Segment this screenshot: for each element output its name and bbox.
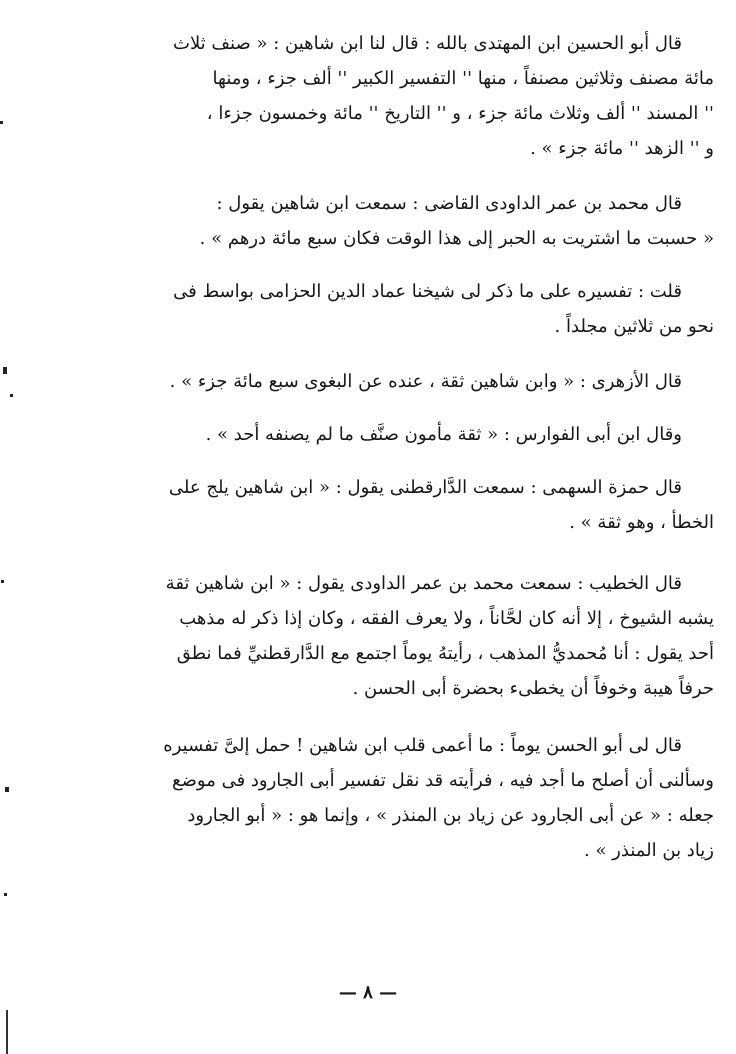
text-line: قال الخطيب : سمعت محمد بن عمر الداودى يقول : « ابن شاهين ثقة — [165, 573, 682, 594]
paragraph-al-dawudi — [92, 186, 714, 256]
text-line: « حسبت ما اشتريت به الحبر إلى هذا الوقت فكان سبع مائة درهم » . — [199, 228, 714, 249]
body-text — [92, 26, 714, 868]
margin-speck — [5, 787, 9, 792]
text-line: و '' الزهد '' مائة جزء » . — [530, 138, 714, 159]
paragraph-al-khatib — [92, 566, 714, 706]
text-line: قال محمد بن عمر الداودى القاضى : سمعت ابن شاهين يقول : — [216, 193, 682, 214]
page-edge-line — [6, 1010, 8, 1054]
text-line: وسألنى أن أصلح ما أجد فيه ، فرأيته قد نقل تفسير أبى الجارود فى موضع — [172, 770, 714, 791]
page-number: — ٨ — — [338, 982, 398, 1003]
text-line: جعله : « عن أبى الجارود عن زياد بن المنذر » ، وإنما هو : « أبو الجارود — [187, 805, 714, 826]
text-line: الخطأ ، وهو ثقة » . — [569, 512, 714, 533]
text-line: قال حمزة السهمى : سمعت الدَّارقطنى يقول : « ابن شاهين يلج على — [168, 477, 682, 498]
text-line: '' المسند '' ألف وثلاث مائة جزء ، و '' التاريخ '' مائة وخمسون جزءا ، — [206, 103, 714, 124]
paragraph-ibn-al-muhtadi — [92, 26, 714, 166]
margin-speck — [3, 367, 7, 374]
text-line: أحد يقول : أنا مُحمديُّ المذهب ، رأيتهُ يوماً اجتمع مع الدَّارقطنيِّ فما نطق — [176, 643, 714, 664]
text-line: قلت : تفسيره على ما ذكر لى شيخنا عماد الدين الحزامى بواسط فى — [173, 281, 682, 302]
margin-speck — [1, 580, 4, 583]
margin-speck — [0, 121, 3, 124]
paragraph-al-azhari — [92, 364, 714, 399]
paragraph-hamza-al-sahmi — [92, 470, 714, 540]
paragraph-ibn-abi-al-fawaris — [92, 417, 714, 452]
text-line: زياد بن المنذر » . — [584, 840, 714, 861]
text-line: مائة مصنف وثلاثين مصنفاً ، منها '' التفسير الكبير '' ألف جزء ، ومنها — [212, 68, 714, 89]
text-line: نحو من ثلاثين مجلداً . — [554, 316, 714, 337]
margin-speck — [4, 893, 7, 896]
paragraph-abu-al-hasan — [92, 728, 714, 868]
text-line: وقال ابن أبى الفوارس : « ثقة مأمون صنَّف ما لم يصنفه أحد » . — [205, 424, 682, 445]
text-line: حرفاً هيبة وخوفاً أن يخطىء بحضرة أبى الحسن . — [352, 678, 714, 699]
text-line: قال أبو الحسين ابن المهتدى بالله : قال لنا ابن شاهين : « صنف ثلاث — [173, 33, 682, 54]
text-line: قال الأزهرى : « وابن شاهين ثقة ، عنده عن البغوى سبع مائة جزء » . — [169, 371, 682, 392]
margin-speck — [10, 394, 13, 397]
paragraph-qultu — [92, 274, 714, 344]
text-line: يشبه الشيوخ ، إلا أنه كان لحَّاناً ، ولا يعرف الفقه ، وكان إذا ذكر له مذهب — [179, 608, 714, 629]
text-line: قال لى أبو الحسن يوماً : ما أعمى قلب ابن شاهين ! حمل إلىَّ تفسيره — [163, 735, 682, 756]
